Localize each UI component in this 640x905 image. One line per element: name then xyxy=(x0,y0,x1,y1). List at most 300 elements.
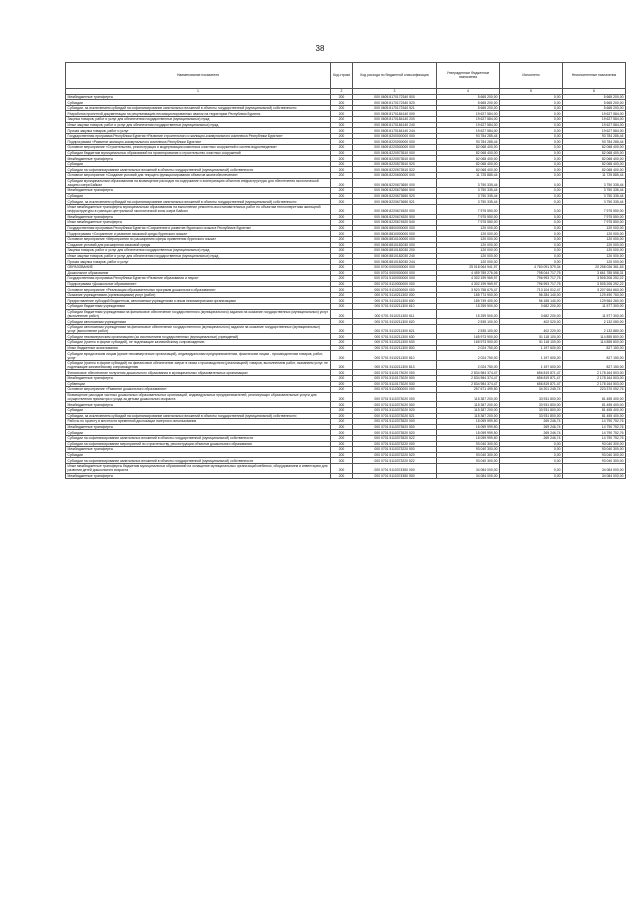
row-unexecuted-amount: 93 784 285,44 xyxy=(563,133,626,139)
row-executed-amount: 0,00 xyxy=(500,463,563,473)
row-unexecuted-amount: 14 790 752,76 xyxy=(563,435,626,441)
row-name: Субсидии xyxy=(66,452,331,458)
row-classification-code: 000 0701 5110211300 633 xyxy=(353,340,437,346)
row-name: Субсидии юридическим лицам (кроме некоммерческих организаций), индивидуальным предпринимателям, физическим лицам - производителям товаров, работ, услуг xyxy=(66,351,331,361)
row-unexecuted-amount: 5 665 200,00 xyxy=(563,105,626,111)
row-executed-amount: 0,00 xyxy=(500,133,563,139)
row-unexecuted-amount: 93 040 300,00 xyxy=(563,458,626,464)
row-line-code: 200 xyxy=(331,173,353,179)
row-executed-amount: 0,00 xyxy=(500,458,563,464)
row-approved-amount: 2 535 100,00 xyxy=(437,319,500,325)
row-name: Возмещение расходов частных дошкольных образовательных организаций, индивидуальных предпринимателей, реализующих образовательные услуги для осуществления присмотра и ухода за детьми дошкольного возраста xyxy=(66,392,331,402)
row-name: Иные закупки товаров, работ и услуг для обеспечения государственных (муниципальных) нужд xyxy=(66,122,331,128)
row-unexecuted-amount: 7 975 550,00 xyxy=(563,214,626,220)
row-classification-code: 000 0605 8810182030 000 xyxy=(353,242,437,248)
header-classification-code: Код расхода по бюджетной классификации xyxy=(353,63,437,89)
row-unexecuted-amount: 7 975 550,00 xyxy=(563,204,626,214)
row-line-code: 200 xyxy=(331,413,353,419)
row-classification-code: 000 0701 5110211300 810 xyxy=(353,351,437,361)
row-unexecuted-amount: 82 068 400,00 xyxy=(563,161,626,167)
row-executed-amount: 33 931 800,00 xyxy=(500,413,563,419)
row-unexecuted-amount: 827 150,00 xyxy=(563,351,626,361)
row-name: Межбюджетные трансферты xyxy=(66,376,331,382)
row-unexecuted-amount: 3 505 206 252,22 xyxy=(563,276,626,282)
row-classification-code: 000 0605 8220573510 522 xyxy=(353,167,437,173)
row-approved-amount: 115 387 200,00 xyxy=(437,407,500,413)
row-classification-code: 000 0701 5110373220 000 xyxy=(353,441,437,447)
row-name: Субсидии бюджетам муниципальных образований на проектирование и строительство очистных сооружений xyxy=(66,150,331,156)
row-approved-amount: 19 627 584,00 xyxy=(437,128,500,134)
row-line-code: 200 xyxy=(331,281,353,287)
row-executed-amount: 0,00 xyxy=(500,236,563,242)
row-unexecuted-amount: 93 040 300,00 xyxy=(563,452,626,458)
row-executed-amount: 33 931 800,00 xyxy=(500,407,563,413)
row-executed-amount: 51 118 100,00 xyxy=(500,334,563,340)
row-line-code: 200 xyxy=(331,309,353,319)
row-line-code: 200 xyxy=(331,188,353,194)
row-classification-code: 000 0605 8170184140 200 xyxy=(353,117,437,123)
row-line-code: 200 xyxy=(331,236,353,242)
row-name: Субсидии xyxy=(66,407,331,413)
row-executed-amount: 796 993 717,75 xyxy=(500,276,563,282)
row-unexecuted-amount: 827 150,00 xyxy=(563,345,626,351)
row-executed-amount: 656 819 871,47 xyxy=(500,381,563,387)
row-executed-amount: 402 220,00 xyxy=(500,324,563,334)
row-unexecuted-amount: 19 627 584,00 xyxy=(563,122,626,128)
row-name: Субсидии на софинансирование капитальных вложений в объекты государственной (муниципальной) собственности xyxy=(66,167,331,173)
row-unexecuted-amount: 129 564 260,00 xyxy=(563,298,626,304)
row-approved-amount: 93 784 285,44 xyxy=(437,133,500,139)
header-name: Наименование показателя xyxy=(66,63,331,89)
row-line-code: 200 xyxy=(331,167,353,173)
row-name: Закупка товаров, работ и услуг для обеспечения государственных (муниципальных) нужд xyxy=(66,248,331,254)
row-unexecuted-amount: 3 505 206 252,22 xyxy=(563,281,626,287)
row-name: Межбюджетные трансферты xyxy=(66,94,331,100)
row-name: Субсидии xyxy=(66,193,331,199)
row-line-code: 200 xyxy=(331,204,353,214)
row-classification-code: 000 0605 8220674520 540 xyxy=(353,220,437,226)
row-line-code: 200 xyxy=(331,435,353,441)
row-executed-amount: 0,00 xyxy=(500,248,563,254)
row-line-code: 200 xyxy=(331,231,353,237)
row-executed-amount: 0,00 xyxy=(500,259,563,265)
row-unexecuted-amount: 120 000,00 xyxy=(563,242,626,248)
row-name: Подпрограмма «Развитие жилищно-коммунального комплекса Республики Бурятия» xyxy=(66,139,331,145)
page-number: 38 xyxy=(315,44,325,53)
row-name: Основное мероприятие «Мероприятия по расширению сферы применения бурятского языка» xyxy=(66,236,331,242)
row-line-code: 200 xyxy=(331,424,353,430)
row-executed-amount: 1 197 600,00 xyxy=(500,360,563,370)
row-classification-code: 000 0605 8220674520 000 xyxy=(353,204,437,214)
row-approved-amount: 2 535 100,00 xyxy=(437,324,500,334)
row-unexecuted-amount: 81 455 400,00 xyxy=(563,392,626,402)
table-row xyxy=(66,392,626,402)
row-classification-code: 000 0700 0000000000 000 xyxy=(353,264,437,270)
row-line-code: 200 xyxy=(331,452,353,458)
row-classification-code: 000 0605 8170184140 244 xyxy=(353,128,437,134)
row-name: Разработка проектной документации на рекультивацию несанкционированных свалок на территории Республики Бурятия xyxy=(66,111,331,117)
row-approved-amount: 82 068 400,00 xyxy=(437,145,500,151)
row-approved-amount: 82 068 400,00 xyxy=(437,150,500,156)
row-classification-code: 000 0605 8220673650 521 xyxy=(353,199,437,205)
row-name: Субсидии бюджетным учреждениям на финансовое обеспечение государственного (муниципального) задания на оказание государственных (муниципальных) услуг (выполнение работ) xyxy=(66,309,331,319)
row-classification-code: 000 0701 5110373020 500 xyxy=(353,402,437,408)
row-line-code: 200 xyxy=(331,447,353,453)
row-unexecuted-amount: 120 000,00 xyxy=(563,231,626,237)
row-unexecuted-amount: 114 855 800,00 xyxy=(563,340,626,346)
row-name: Закупка товаров, работ и услуг для обеспечения государственных (муниципальных) нужд xyxy=(66,117,331,123)
row-classification-code: 000 0701 5110374350 000 xyxy=(353,463,437,473)
row-line-code: 200 xyxy=(331,458,353,464)
row-name: Создание условий для расширения языковой среды xyxy=(66,242,331,248)
row-line-code: 200 xyxy=(331,407,353,413)
row-name: Иные межбюджетные трансферты муниципальным образованиям на выполнение ремонтно-восстановительных работ по объектам теплоэнергетики жилищной инфраструктуры в границах центральной экологической зоны озера Байкал xyxy=(66,204,331,214)
row-approved-amount: 15 059 999,50 xyxy=(437,430,500,436)
row-name: Государственная программа Республики Бурятия «Развитие образования и науки» xyxy=(66,276,331,282)
column-number: 5 xyxy=(500,88,563,94)
row-executed-amount: 656 819 871,47 xyxy=(500,376,563,382)
row-line-code: 200 xyxy=(331,324,353,334)
row-line-code: 200 xyxy=(331,214,353,220)
row-approved-amount: 3 750 335,44 xyxy=(437,199,500,205)
row-name: Субсидии на софинансирование мероприятий по строительству, реконструкции объектов дошкольного образования xyxy=(66,441,331,447)
row-line-code: 200 xyxy=(331,430,353,436)
table-body xyxy=(66,94,626,478)
row-classification-code: 000 0701 5110211300 813 xyxy=(353,360,437,370)
row-executed-amount: 56 185 140,00 xyxy=(500,298,563,304)
row-name: Межбюджетные трансферты xyxy=(66,214,331,220)
row-approved-amount: 5 665 200,00 xyxy=(437,100,500,106)
row-unexecuted-amount: 2 132 880,00 xyxy=(563,324,626,334)
row-approved-amount: 11 725 885,44 xyxy=(437,173,500,179)
row-unexecuted-amount: 114 855 800,00 xyxy=(563,334,626,340)
row-executed-amount: 0,00 xyxy=(500,253,563,259)
row-line-code: 200 xyxy=(331,94,353,100)
row-line-code: 200 xyxy=(331,122,353,128)
row-classification-code: 000 0605 8800000000 000 xyxy=(353,225,437,231)
row-classification-code: 000 0701 5110211300 620 xyxy=(353,319,437,325)
table-row xyxy=(66,463,626,473)
row-classification-code: 000 0701 5110211300 600 xyxy=(353,298,437,304)
row-classification-code: 000 0701 5110211300 621 xyxy=(353,324,437,334)
row-line-code: 200 xyxy=(331,117,353,123)
row-line-code: 200 xyxy=(331,381,353,387)
row-unexecuted-amount: 19 627 584,00 xyxy=(563,111,626,117)
row-unexecuted-amount: 82 068 400,00 xyxy=(563,167,626,173)
row-classification-code: 000 0605 8220573510 500 xyxy=(353,156,437,162)
table-row xyxy=(66,178,626,188)
row-line-code: 200 xyxy=(331,248,353,254)
row-approved-amount: 2 024 750,00 xyxy=(437,345,500,351)
row-classification-code: 000 0701 5110373020 520 xyxy=(353,407,437,413)
row-executed-amount: 0,00 xyxy=(500,178,563,188)
row-executed-amount: 0,00 xyxy=(500,94,563,100)
table-row xyxy=(66,473,626,479)
row-unexecuted-amount: 120 000,00 xyxy=(563,248,626,254)
row-executed-amount: 51 118 100,00 xyxy=(500,340,563,346)
row-classification-code: 000 0605 8170172340 521 xyxy=(353,105,437,111)
row-name: Предоставление субсидий бюджетным, автономным учреждениям и иным некоммерческим организациям xyxy=(66,298,331,304)
row-approved-amount: 15 059 999,50 xyxy=(437,419,500,425)
row-approved-amount: 4 302 199 969,97 xyxy=(437,276,500,282)
row-approved-amount: 165 973 900,00 xyxy=(437,334,500,340)
row-unexecuted-amount: 14 790 752,76 xyxy=(563,430,626,436)
row-executed-amount: 0,00 xyxy=(500,242,563,248)
row-line-code: 200 xyxy=(331,334,353,340)
row-classification-code: 000 0701 5110173020 530 xyxy=(353,381,437,387)
row-name: Межбюджетные трансферты xyxy=(66,402,331,408)
row-line-code: 200 xyxy=(331,292,353,298)
column-number: 6 xyxy=(563,88,626,94)
row-unexecuted-amount: 2 178 164 503,00 xyxy=(563,381,626,387)
row-approved-amount: 34 084 000,00 xyxy=(437,463,500,473)
row-classification-code: 000 0605 8170172340 500 xyxy=(353,94,437,100)
row-classification-code: 000 0701 5110374350 500 xyxy=(353,473,437,479)
row-line-code: 200 xyxy=(331,419,353,425)
row-classification-code: 000 0605 8220673650 000 xyxy=(353,178,437,188)
row-approved-amount: 4 459 789 276,06 xyxy=(437,270,500,276)
row-line-code: 200 xyxy=(331,220,353,226)
row-unexecuted-amount: 3 750 335,44 xyxy=(563,199,626,205)
row-approved-amount: 93 040 300,00 xyxy=(437,458,500,464)
row-name: Государственная программа Республики Бурятия «Развитие строительного и жилищно-коммунального комплекса Республики Бурятия» xyxy=(66,133,331,139)
row-line-code: 200 xyxy=(331,441,353,447)
row-unexecuted-amount: 14 790 752,76 xyxy=(563,419,626,425)
table-row xyxy=(66,204,626,214)
row-approved-amount: 185 774 900,00 xyxy=(437,292,500,298)
row-executed-amount: 796 993 717,75 xyxy=(500,281,563,287)
row-unexecuted-amount: 120 000,00 xyxy=(563,253,626,259)
row-executed-amount: 0,00 xyxy=(500,167,563,173)
row-unexecuted-amount: 81 455 400,00 xyxy=(563,413,626,419)
row-unexecuted-amount: 19 627 584,00 xyxy=(563,117,626,123)
row-name: Государственная программа Республики Бурятия «Сохранение и развитие бурятского языка в Республике Бурятия» xyxy=(66,225,331,231)
row-approved-amount: 93 040 300,00 xyxy=(437,441,500,447)
row-executed-amount: 269 246,74 xyxy=(500,435,563,441)
row-line-code: 200 xyxy=(331,193,353,199)
row-executed-amount: 1 197 600,00 xyxy=(500,351,563,361)
header-unexecuted: Неисполненные назначения xyxy=(563,63,626,89)
row-executed-amount: 0,00 xyxy=(500,122,563,128)
row-line-code: 200 xyxy=(331,199,353,205)
row-classification-code: 000 0701 5110373020 000 xyxy=(353,392,437,402)
row-name: Финансовое обеспечение получения дошкольного образования в муниципальных образовательных организациях xyxy=(66,370,331,376)
row-line-code: 200 xyxy=(331,253,353,259)
row-name: Подпрограмма «Дошкольное образование» xyxy=(66,281,331,287)
row-name: Иные бюджетные ассигнования xyxy=(66,345,331,351)
header-executed: Исполнено xyxy=(500,63,563,89)
row-line-code: 200 xyxy=(331,304,353,310)
row-line-code: 200 xyxy=(331,402,353,408)
row-name: Субвенции xyxy=(66,381,331,387)
column-number: 1 xyxy=(66,88,331,94)
row-executed-amount: 0,00 xyxy=(500,193,563,199)
row-line-code: 200 xyxy=(331,145,353,151)
row-name: Межбюджетные трансферты xyxy=(66,156,331,162)
row-executed-amount: 4 760 091 579,34 xyxy=(500,264,563,270)
row-unexecuted-amount: 2 178 164 503,00 xyxy=(563,376,626,382)
row-name: Прочая закупка товаров, работ и услуг xyxy=(66,259,331,265)
row-name: Основное мероприятие «Реализация образовательных программ дошкольного образования» xyxy=(66,287,331,293)
row-line-code: 200 xyxy=(331,392,353,402)
row-name: Иные межбюджетные трансферты бюджетам муниципальных образований на оснащение муниципальных организаций мебелью, оборудованием и инвентарем для развития детей дошкольного возраста xyxy=(66,463,331,473)
row-line-code: 200 xyxy=(331,100,353,106)
row-name: Субсидии некоммерческим организациям (за исключением государственных (муниципальных) учреждений) xyxy=(66,334,331,340)
row-classification-code: 000 0701 5110373220 520 xyxy=(353,452,437,458)
row-classification-code: 000 0605 8170172340 520 xyxy=(353,100,437,106)
row-classification-code: 000 0701 5110211300 800 xyxy=(353,345,437,351)
row-line-code: 200 xyxy=(331,128,353,134)
row-classification-code: 000 0701 5110000000 000 xyxy=(353,281,437,287)
row-classification-code: 000 0701 5110373220 500 xyxy=(353,447,437,453)
row-name: Подпрограмма «Сохранение и развитие языковой среды бурятского языка» xyxy=(66,231,331,237)
row-unexecuted-amount: 82 068 400,00 xyxy=(563,150,626,156)
row-approved-amount: 19 627 584,00 xyxy=(437,117,500,123)
row-approved-amount: 3 920 758 675,47 xyxy=(437,287,500,293)
row-classification-code: 000 0605 8810000000 000 xyxy=(353,231,437,237)
column-number: 3 xyxy=(353,88,437,94)
row-executed-amount: 0,00 xyxy=(500,225,563,231)
row-unexecuted-amount: 34 084 000,00 xyxy=(563,463,626,473)
row-unexecuted-amount: 223 370 052,76 xyxy=(563,387,626,393)
row-line-code: 200 xyxy=(331,360,353,370)
row-executed-amount: 1 197 600,00 xyxy=(500,345,563,351)
row-approved-amount: 93 040 300,00 xyxy=(437,452,500,458)
row-unexecuted-amount: 11 577 300,00 xyxy=(563,304,626,310)
row-approved-amount: 7 975 550,00 xyxy=(437,204,500,214)
row-name: Субсидии, за исключением субсидий на софинансирование капитальных вложений в объекты государственной (муниципальной) собственности xyxy=(66,199,331,205)
row-classification-code: 000 0605 8220673650 520 xyxy=(353,193,437,199)
row-approved-amount: 120 000,00 xyxy=(437,259,500,265)
row-executed-amount: 3 682 200,00 xyxy=(500,304,563,310)
row-executed-amount: 0,00 xyxy=(500,100,563,106)
row-approved-amount: 5 665 200,00 xyxy=(437,105,500,111)
row-classification-code: 000 0701 0000000000 000 xyxy=(353,270,437,276)
row-approved-amount: 2 834 984 374,47 xyxy=(437,376,500,382)
row-approved-amount: 7 975 550,00 xyxy=(437,220,500,226)
row-unexecuted-amount: 3 207 654 663,00 xyxy=(563,287,626,293)
row-approved-amount: 120 000,00 xyxy=(437,253,500,259)
row-approved-amount: 115 387 200,00 xyxy=(437,402,500,408)
row-unexecuted-amount: 11 725 885,44 xyxy=(563,173,626,179)
row-line-code: 200 xyxy=(331,370,353,376)
row-approved-amount: 93 784 285,44 xyxy=(437,139,500,145)
row-executed-amount: 0,00 xyxy=(500,231,563,237)
row-unexecuted-amount: 34 084 000,00 xyxy=(563,473,626,479)
row-executed-amount: 0,00 xyxy=(500,161,563,167)
row-unexecuted-amount: 120 000,00 xyxy=(563,259,626,265)
row-name: Прочая закупка товаров, работ и услуг xyxy=(66,128,331,134)
row-approved-amount: 82 068 400,00 xyxy=(437,156,500,162)
row-executed-amount: 0,00 xyxy=(500,105,563,111)
row-unexecuted-amount: 5 665 200,00 xyxy=(563,94,626,100)
row-classification-code: 000 0605 8200000000 000 xyxy=(353,133,437,139)
row-executed-amount: 269 246,74 xyxy=(500,424,563,430)
column-number: 4 xyxy=(437,88,500,94)
row-classification-code: 000 0605 8810100000 000 xyxy=(353,236,437,242)
row-unexecuted-amount: 93 040 300,00 xyxy=(563,441,626,447)
row-unexecuted-amount: 2 132 080,00 xyxy=(563,319,626,325)
row-executed-amount: 0,00 xyxy=(500,117,563,123)
row-executed-amount: 0,00 xyxy=(500,441,563,447)
row-executed-amount: 0,00 xyxy=(500,128,563,134)
row-name: Субсидии муниципальным образованиям на возмещение расходов на содержание и эксплуатацию объектов инфраструктуры для обеспечения экологической защиты озера Байкал xyxy=(66,178,331,188)
column-number: 2 xyxy=(331,88,353,94)
row-unexecuted-amount: 5 665 200,00 xyxy=(563,100,626,106)
row-classification-code: 000 0605 8810182030 200 xyxy=(353,248,437,254)
row-executed-amount: 0,00 xyxy=(500,188,563,194)
row-approved-amount: 120 000,00 xyxy=(437,248,500,254)
row-unexecuted-amount: 3 750 335,44 xyxy=(563,178,626,188)
row-name: Субсидии автономным учреждениям на финансовое обеспечение государственного (муниципального) задания на оказание государственных (муниципальных) услуг (выполнение работ) xyxy=(66,324,331,334)
row-classification-code: 000 0605 8220573510 520 xyxy=(353,161,437,167)
row-approved-amount: 15 059 999,50 xyxy=(437,424,500,430)
row-line-code: 200 xyxy=(331,463,353,473)
header-line-code: Код строки xyxy=(331,63,353,89)
row-unexecuted-amount: 93 040 300,00 xyxy=(563,447,626,453)
row-name: Межбюджетные трансферты xyxy=(66,473,331,479)
row-executed-amount: 269 246,74 xyxy=(500,419,563,425)
row-classification-code: 000 0701 5110211300 610 xyxy=(353,304,437,310)
row-approved-amount: 4 302 199 969,97 xyxy=(437,281,500,287)
row-name: Оказание учреждениями (организациями) услуг (работ) xyxy=(66,292,331,298)
row-classification-code: 000 0701 5110211300 630 xyxy=(353,334,437,340)
row-name: Иные межбюджетные трансферты xyxy=(66,220,331,226)
row-name: Межбюджетные трансферты xyxy=(66,188,331,194)
row-executed-amount: 34 201 245,74 xyxy=(500,387,563,393)
table-row xyxy=(66,324,626,334)
row-approved-amount: 2 024 750,00 xyxy=(437,351,500,361)
row-classification-code: 000 0701 5110373520 000 xyxy=(353,419,437,425)
row-line-code: 200 xyxy=(331,225,353,231)
row-executed-amount: 33 931 800,00 xyxy=(500,402,563,408)
row-line-code: 200 xyxy=(331,340,353,346)
row-line-code: 200 xyxy=(331,298,353,304)
row-unexecuted-amount: 11 577 300,00 xyxy=(563,309,626,319)
row-line-code: 200 xyxy=(331,276,353,282)
row-line-code: 200 xyxy=(331,242,353,248)
row-approved-amount: 257 671 499,50 xyxy=(437,387,500,393)
row-classification-code: 000 0701 5110373220 522 xyxy=(353,458,437,464)
row-line-code: 200 xyxy=(331,264,353,270)
row-name: Субсидии, за исключением субсидий на софинансирование капитальных вложений в объекты государственной (муниципальной) собственности xyxy=(66,105,331,111)
row-executed-amount: 0,00 xyxy=(500,139,563,145)
row-classification-code: 000 0701 5110373520 500 xyxy=(353,424,437,430)
row-approved-amount: 5 665 200,00 xyxy=(437,94,500,100)
row-classification-code: 000 0701 5110200000 000 xyxy=(353,287,437,293)
row-unexecuted-amount: 81 455 400,00 xyxy=(563,402,626,408)
row-classification-code: 000 0605 8220573510 000 xyxy=(353,150,437,156)
row-classification-code: 000 0605 8810182030 240 xyxy=(353,253,437,259)
row-approved-amount: 3 750 335,44 xyxy=(437,193,500,199)
row-name: Основное мероприятие «Создание условий для текущего функционирования объектов жизнеобеспечения» xyxy=(66,173,331,179)
row-executed-amount: 3 682 200,00 xyxy=(500,309,563,319)
row-line-code: 200 xyxy=(331,270,353,276)
row-name: ОБРАЗОВАНИЕ xyxy=(66,264,331,270)
row-line-code: 200 xyxy=(331,345,353,351)
row-executed-amount: 0,00 xyxy=(500,214,563,220)
row-approved-amount: 15 259 500,00 xyxy=(437,309,500,319)
table-row xyxy=(66,360,626,370)
table-row xyxy=(66,351,626,361)
row-approved-amount: 15 059 999,50 xyxy=(437,435,500,441)
table-header-row xyxy=(66,63,626,89)
row-line-code: 200 xyxy=(331,259,353,265)
row-classification-code: 000 0701 5110373520 522 xyxy=(353,435,437,441)
row-line-code: 200 xyxy=(331,473,353,479)
row-approved-amount: 82 068 400,00 xyxy=(437,161,500,167)
row-line-code: 200 xyxy=(331,387,353,393)
